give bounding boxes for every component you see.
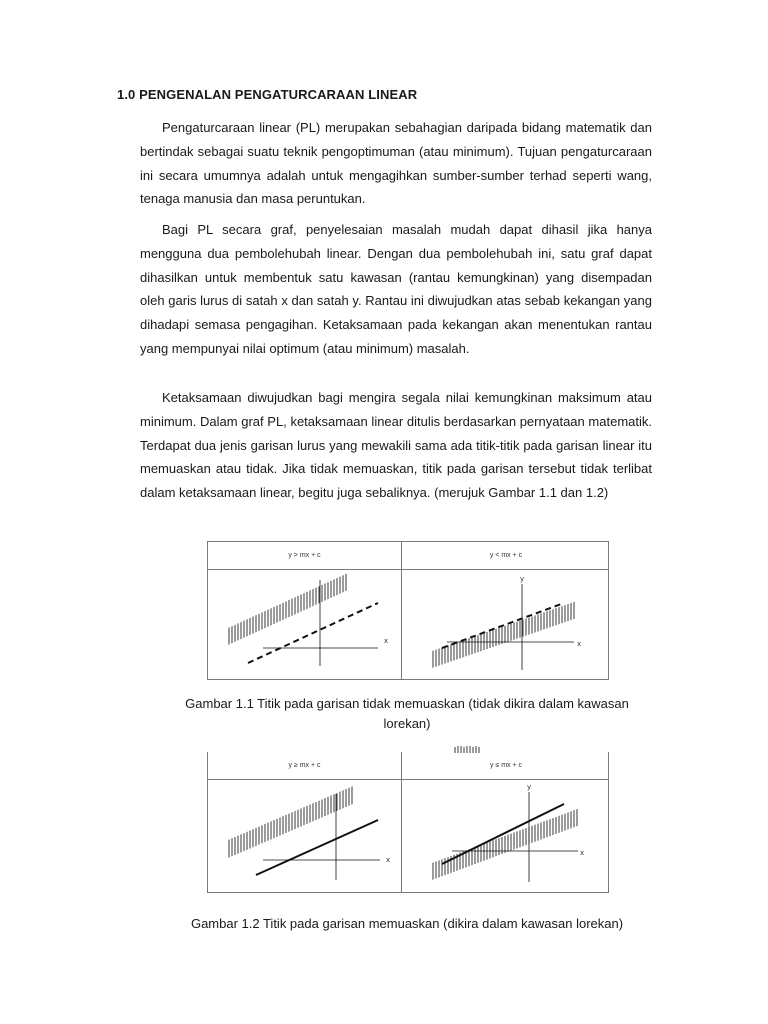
x-axis-label: x [386,856,391,864]
figure-1-1-caption-line-1: Gambar 1.1 Titik pada garisan tidak memuaskan (tidak dikira dalam kawasan [185,696,629,711]
y-axis-label: y [520,575,525,583]
x-axis-label: x [580,849,585,857]
graph-y-greater-equal [208,780,401,890]
figure-1-2-caption: Gambar 1.2 Titik pada garisan memuaskan (dikira dalam kawasan lorekan) [190,916,624,931]
dashed-boundary-line [248,603,378,663]
paragraph-2: Bagi PL secara graf, penyelesaian masalah mudah dapat dihasil jika hanya mengguna dua pembolehubah linear. Dengan dua pembolehubah ini, satu graf dapat dihasilkan untuk membentuk satu kawasan (rantau kemungkinan) yang disempadan oleh garis lurus di satah x dan satah y. Rantau ini diwujudkan atas sebab kekangan yang dihadapi semasa pengagihan. Ketaksamaan pada kekangan akan menentukan rantau yang mempunyai nilai optimum (atau minimum) masalah. [140,222,652,356]
shaded-region [229,570,346,680]
figure-1-1-caption [160,694,654,734]
figure-1-2-left-label: y ≥ mx + c [288,762,321,769]
graph-y-greater [208,570,401,680]
graph-y-less [402,570,608,680]
section-heading: 1.0 PENGENALAN PENGATURCARAAN LINEAR [117,87,418,102]
figure-1-2-right-label: y ≤ mx + c [489,762,523,769]
x-axis-label: x [577,640,582,648]
figure-1-1-right-label: y < mx + c [489,552,523,559]
solid-boundary-line [442,804,564,864]
shaded-region [433,780,577,890]
graph-y-less-equal [402,780,608,890]
figure-1-1-left-label: y > mx + c [288,552,321,559]
figure-1-2 [207,752,609,893]
y-axis-label: y [527,783,532,791]
paragraph-3: Ketaksamaan diwujudkan bagi mengira segala nilai kemungkinan maksimum atau minimum. Dalam graf PL, ketaksamaan linear ditulis berdasarkan pernyataan matematik. Terdapat dua jenis garisan lurus yang mewakili sama ada titik-titik pada garisan linear itu memuaskan atau tidak. Jika tidak memuaskan, titik pada garisan tersebut tidak terlibat dalam ketaksamaan linear, begitu juga sebaliknya. (merujuk Gambar 1.1 dan 1.2) [140,390,652,501]
figure-1-1 [207,541,609,680]
figure-1-1-caption-line-2: lorekan) [383,716,431,731]
shaded-region [229,780,352,890]
paragraph-1: Pengaturcaraan linear (PL) merupakan sebahagian daripada bidang matematik dan bertindak sebagai suatu teknik pengoptimuman (atau minimum). Tujuan pengaturcaraan ini secara umumnya adalah untuk mengagihkan sumber-sumber terhad seperti wang, tenaga manusia dan masa peruntukan. [140,120,652,207]
x-axis-label: x [384,637,389,645]
